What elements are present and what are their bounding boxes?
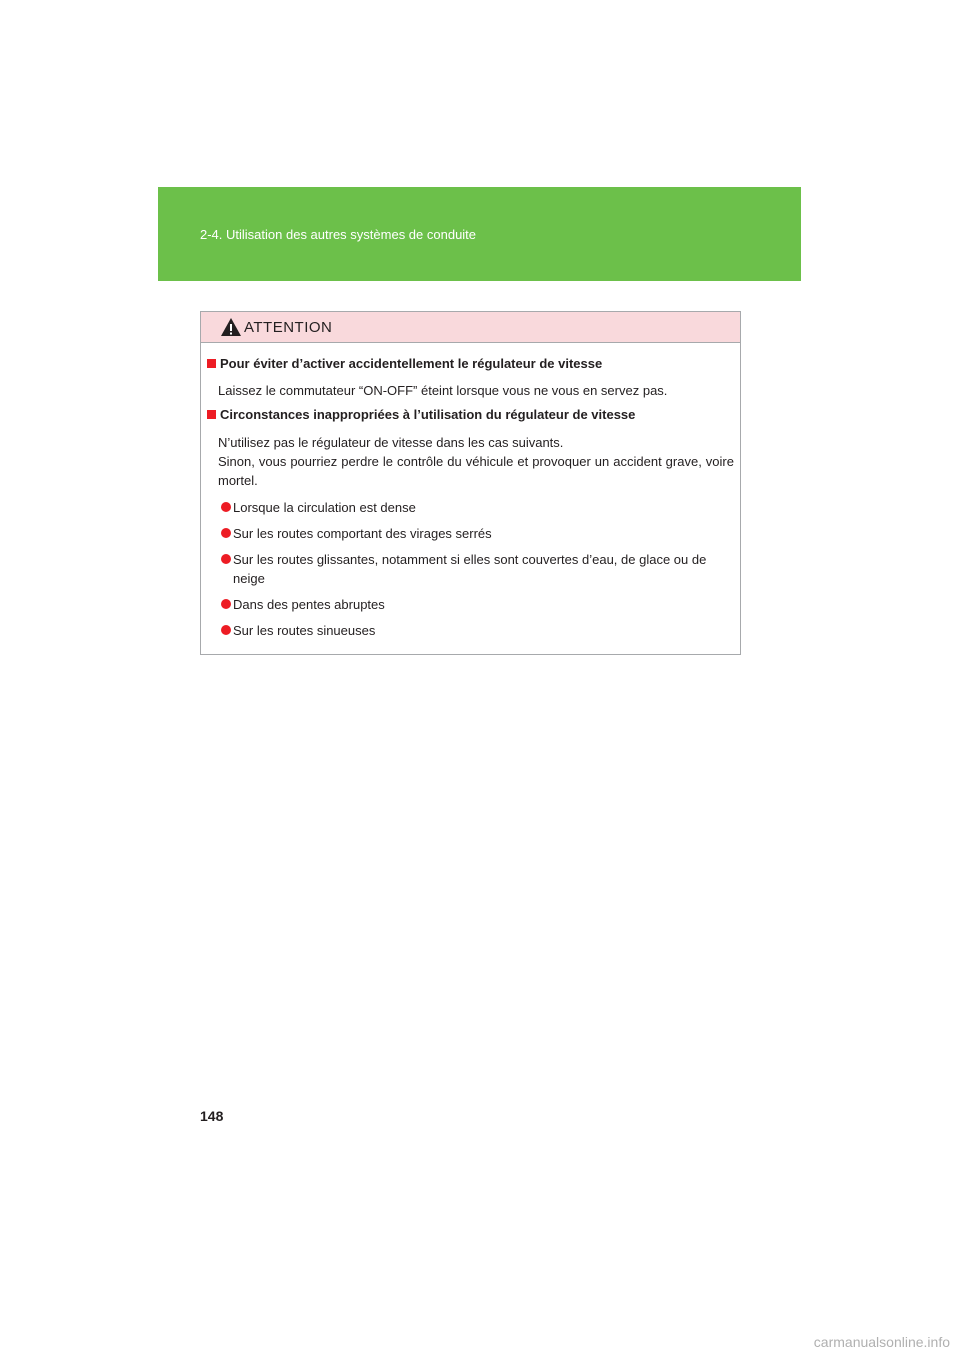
list-item-text: Lorsque la circulation est dense bbox=[233, 500, 416, 515]
red-bullet-icon bbox=[221, 625, 231, 635]
list-item-text: Sur les routes comportant des virages serrés bbox=[233, 526, 492, 541]
watermark: carmanualsonline.info bbox=[813, 1334, 950, 1350]
header-band bbox=[158, 187, 801, 281]
warning-title: ATTENTION bbox=[244, 319, 333, 336]
section-heading-text: Circonstances inappropriées à l’utilisation du régulateur de vitesse bbox=[220, 407, 636, 422]
list-item-text: Sur les routes glissantes, notamment si elles sont couvertes d’eau, de glace ou de neige bbox=[233, 552, 707, 586]
red-square-icon bbox=[207, 410, 216, 419]
section-text: Sinon, vous pourriez perdre le contrôle du véhicule et provoquer un accident grave, voire mortel. bbox=[218, 454, 734, 488]
list-item bbox=[221, 595, 735, 614]
list-item bbox=[221, 498, 735, 517]
section-heading bbox=[207, 407, 635, 422]
list-item-text: Dans des pentes abruptes bbox=[233, 597, 385, 612]
red-bullet-icon bbox=[221, 502, 231, 512]
warning-triangle-icon bbox=[220, 317, 242, 337]
warning-box bbox=[200, 311, 741, 655]
list-item bbox=[221, 550, 735, 588]
red-bullet-icon bbox=[221, 528, 231, 538]
section-text: Laissez le commutateur “ON-OFF” éteint lorsque vous ne vous en servez pas. bbox=[218, 383, 668, 398]
list-item-text: Sur les routes sinueuses bbox=[233, 623, 376, 638]
section-title: 2-4. Utilisation des autres systèmes de conduite bbox=[200, 227, 477, 242]
section-intro: N’utilisez pas le régulateur de vitesse dans les cas suivants. bbox=[218, 435, 564, 450]
list-item bbox=[221, 621, 735, 640]
red-bullet-icon bbox=[221, 554, 231, 564]
list-item bbox=[221, 524, 735, 543]
red-square-icon bbox=[207, 359, 216, 368]
page-number: 148 bbox=[200, 1108, 224, 1124]
section-heading-text: Pour éviter d’activer accidentellement le régulateur de vitesse bbox=[220, 356, 603, 371]
section-heading bbox=[207, 356, 602, 371]
red-bullet-icon bbox=[221, 599, 231, 609]
warning-header bbox=[201, 312, 740, 343]
